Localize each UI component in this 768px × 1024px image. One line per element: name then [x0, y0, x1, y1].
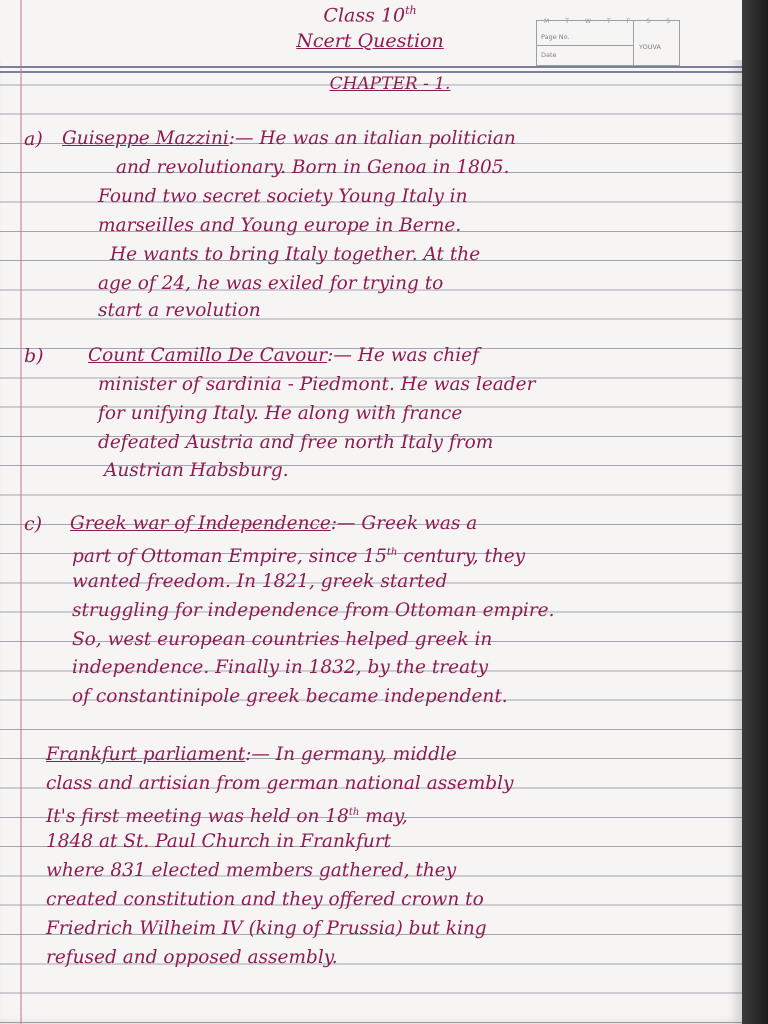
- page-info-box: [536, 20, 680, 66]
- weekday-t: T: [565, 18, 569, 25]
- line-text: :— Greek was a: [330, 513, 478, 534]
- paragraph-marker: c): [24, 513, 43, 535]
- paragraph-line: wanted freedom. In 1821, greek started: [72, 571, 448, 592]
- paragraph-line: for unifying Italy. He along with france: [98, 403, 463, 424]
- paragraph-line: [62, 128, 516, 150]
- paragraph-heading: Count Camillo De Cavour: [88, 345, 328, 366]
- info-divider-vertical: [633, 21, 634, 65]
- weekday-s2: S: [666, 18, 670, 25]
- paragraph-line: struggling for independence from Ottoman empire.: [72, 600, 555, 621]
- paragraph-line: [72, 542, 525, 568]
- paragraph-marker: b): [24, 345, 44, 367]
- paragraph-line: where 831 elected members gathered, they: [46, 860, 457, 881]
- paragraph-line: [70, 513, 477, 535]
- paragraph-heading: Guiseppe Mazzini: [62, 128, 229, 149]
- paragraph-line: So, west european countries helped greek in: [72, 629, 493, 650]
- paragraph-line: Found two secret society Young Italy in: [98, 186, 468, 207]
- line-text: century, they: [397, 546, 526, 568]
- line-text: part of Ottoman Empire, since 15: [72, 546, 387, 568]
- paragraph-line: start a revolution: [98, 300, 261, 321]
- paragraph-heading: Frankfurt parliament: [46, 744, 246, 765]
- paragraph-line: refused and opposed assembly.: [46, 947, 338, 968]
- page-no-label: Page No.: [541, 33, 570, 41]
- page-edge-shadow: [742, 0, 768, 1024]
- paragraph-line: of constantinipole greek became independent.: [72, 686, 508, 707]
- paragraph-line: Friedrich Wilheim IV (king of Prussia) but king: [46, 918, 487, 939]
- line-text: :— In germany, middle: [245, 744, 457, 765]
- paragraph-line: [46, 744, 457, 766]
- weekday-m: M: [544, 18, 550, 25]
- date-label: Date: [541, 51, 557, 59]
- paragraph-line: created constitution and they offered crown to: [46, 889, 484, 910]
- page-title: Ncert Question: [296, 30, 444, 52]
- chapter-heading: CHAPTER - 1.: [329, 74, 451, 94]
- paragraph-line: age of 24, he was exiled for trying to: [98, 273, 444, 294]
- superscript: th: [348, 807, 360, 818]
- paragraph-line: Austrian Habsburg.: [104, 460, 289, 481]
- top-rule-2: [0, 71, 742, 73]
- superscript: th: [386, 547, 398, 558]
- weekday-f: F: [626, 18, 631, 25]
- paragraph-line: and revolutionary. Born in Genoa in 1805.: [116, 157, 510, 178]
- margin-line: [20, 0, 22, 1024]
- info-divider: [537, 45, 633, 46]
- class-heading: Class 10th: [323, 4, 417, 27]
- paragraph-line: class and artisian from german national assembly: [46, 773, 514, 794]
- weekday-s: S: [646, 18, 651, 25]
- paragraph-line: independence. Finally in 1832, by the treaty: [72, 657, 489, 678]
- paragraph-line: minister of sardinia - Piedmont. He was leader: [98, 374, 536, 395]
- paragraph-line: marseilles and Young europe in Berne.: [98, 215, 462, 236]
- weekday-w: W: [585, 18, 591, 25]
- paragraph-line: 1848 at St. Paul Church in Frankfurt: [46, 831, 392, 852]
- line-text: :— He was an italian politician: [228, 128, 516, 149]
- brand-label: YOUVA: [639, 43, 661, 51]
- top-rule-1: [0, 66, 742, 68]
- paragraph-heading: Greek war of Independence: [70, 513, 331, 534]
- paragraph-line: He wants to bring Italy together. At the: [110, 244, 481, 265]
- line-text: :— He was chief: [327, 345, 479, 366]
- line-text: It's first meeting was held on 18: [46, 806, 349, 828]
- paragraph-line: [88, 345, 479, 367]
- line-text: may,: [359, 806, 408, 828]
- weekday-t2: T: [607, 18, 611, 25]
- paragraph-line: defeated Austria and free north Italy from: [98, 432, 494, 453]
- paragraph-marker: a): [24, 128, 43, 150]
- paragraph-line: [46, 802, 408, 828]
